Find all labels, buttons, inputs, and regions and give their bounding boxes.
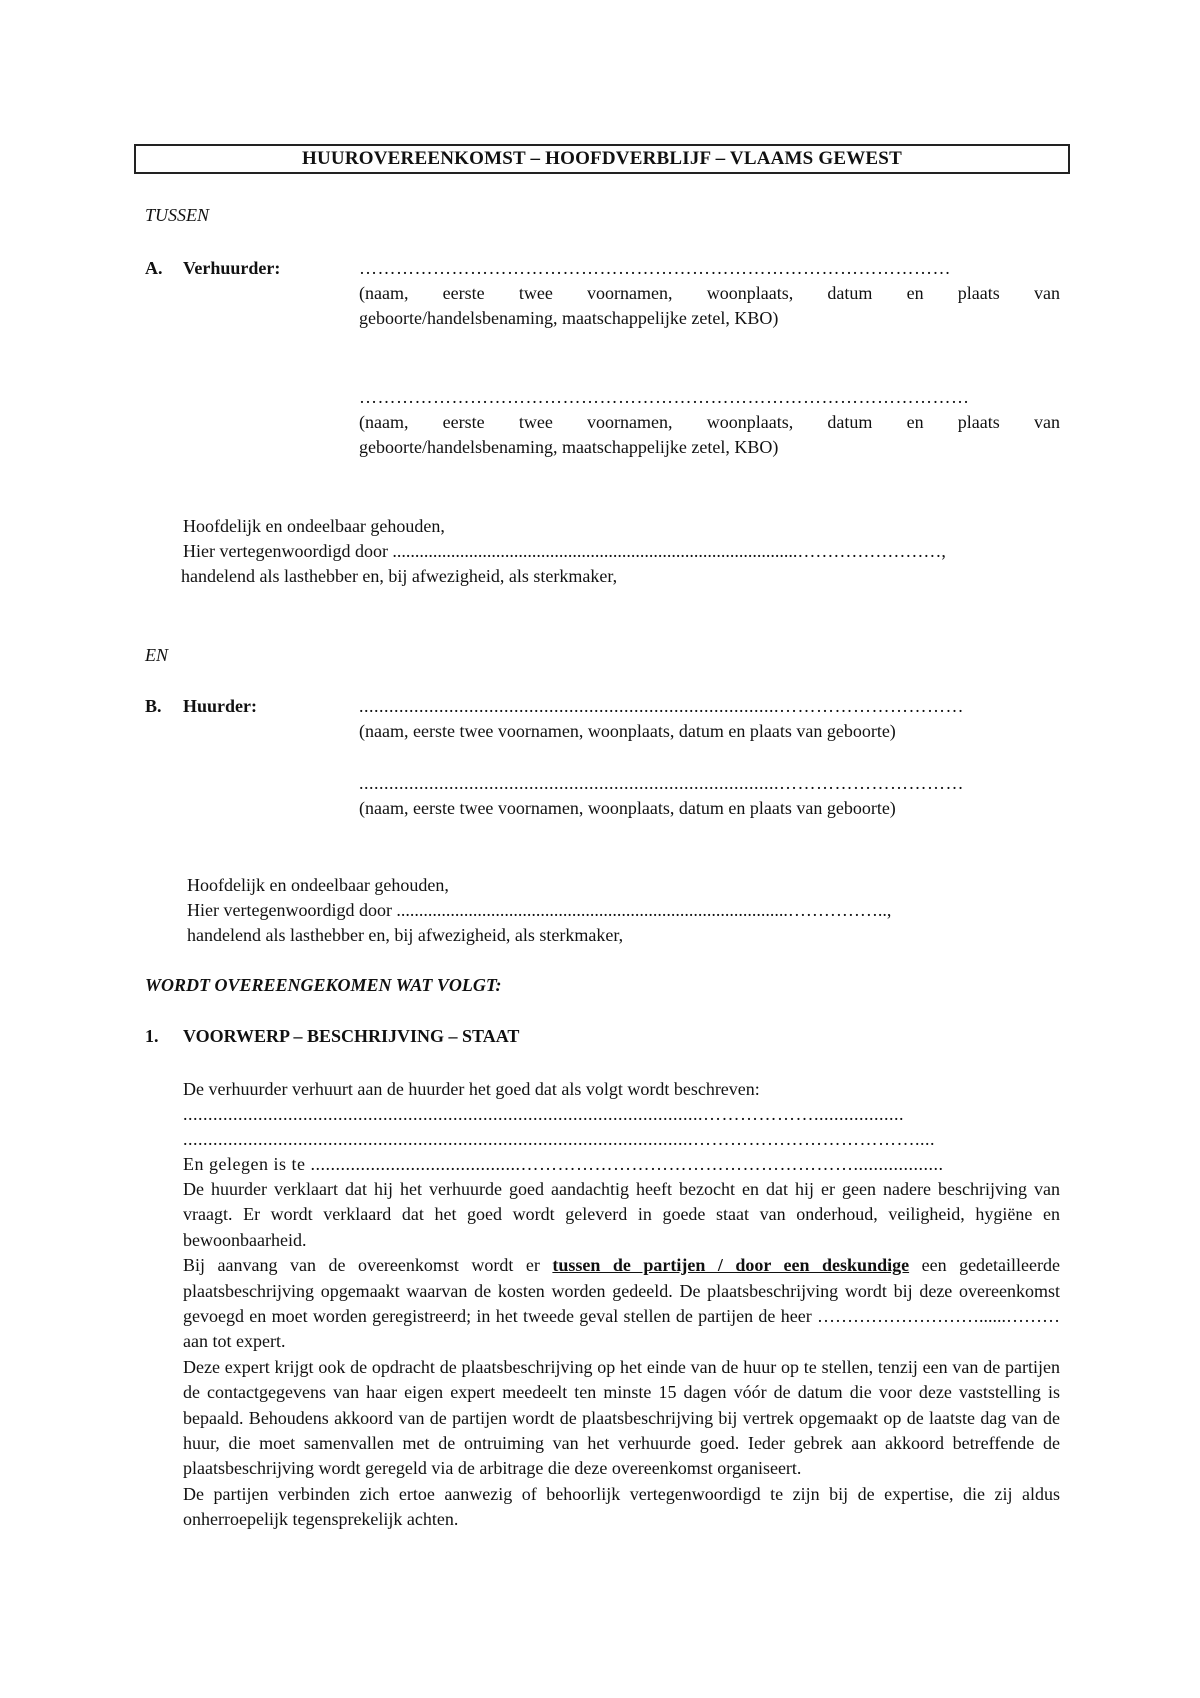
section-1-intro: De verhuurder verhuurt aan de huurder het goed dat als volgt wordt beschreven: <box>183 1079 760 1099</box>
section-1-heading: VOORWERP – BESCHRIJVING – STAAT <box>183 1026 520 1046</box>
agreed-label: WORDT OVEREENGEKOMEN WAT VOLGT: <box>145 975 502 995</box>
landlord-dots-1: …………………………………………………………………………………… <box>359 258 951 278</box>
tenant-dots-2: ....................................................................................………………………… <box>359 773 964 793</box>
section-1-body <box>183 1177 1060 1533</box>
landlord-label: Verhuurder: <box>183 258 281 278</box>
tenant-represented: Hier vertegenwoordigd door .......................................................................................…………….., <box>187 900 892 920</box>
section-1-dots-1: ........................................................................................................……………….................. <box>183 1104 904 1124</box>
document-title: HUUROVEREENKOMST – HOOFDVERBLIJF – VLAAMS GEWEST <box>134 144 1070 174</box>
landlord-desc-1-line-2: geboorte/handelsbenaming, maatschappelijke zetel, KBO) <box>359 308 779 328</box>
tenant-marker: B. <box>145 696 162 716</box>
landlord-represented: Hier vertegenwoordigd door ..........................................................................................……………………, <box>183 541 946 561</box>
section-1-dots-2: ......................................................................................................……………………………….... <box>183 1129 935 1149</box>
between-label: TUSSEN <box>145 205 210 225</box>
landlord-dots-2: ……………………………………………………………………………………… <box>359 387 970 407</box>
landlord-desc-1-line-1: (naam, eerste twee voornamen, woonplaats, datum en plaats van <box>359 283 1060 303</box>
landlord-acting: handelend als lasthebber en, bij afwezigheid, als sterkmaker, <box>181 566 618 586</box>
landlord-desc-2-line-2: geboorte/handelsbenaming, maatschappelijke zetel, KBO) <box>359 437 779 457</box>
section-1-paragraph-3: Deze expert krijgt ook de opdracht de plaatsbeschrijving op het einde van de huur op te stellen, tenzij een van de partijen de contactgegevens van haar eigen expert meedeelt ten minste 15 dagen vóór de datum die voor deze vaststelling is bepaald. Behoudens akkoord van de partijen wordt de plaatsbeschrijving bij vertrek opgemaakt op de laatste dag van de huur, die moet samenvallen met de ontruiming van het verhuurde goed. Ieder gebrek aan akkoord betreffende de plaatsbeschrijving wordt geregeld via de arbitrage die deze overeenkomst organiseert. <box>183 1356 1060 1479</box>
tenant-dots-1: ....................................................................................………………………… <box>359 696 964 716</box>
tenant-desc-2: (naam, eerste twee voornamen, woonplaats, datum en plaats van geboorte) <box>359 798 896 818</box>
section-1-number: 1. <box>145 1026 159 1046</box>
and-label: EN <box>145 645 169 665</box>
landlord-marker: A. <box>145 258 163 278</box>
landlord-desc-2-line-1: (naam, eerste twee voornamen, woonplaats, datum en plaats van <box>359 412 1060 432</box>
tenant-desc-1: (naam, eerste twee voornamen, woonplaats, datum en plaats van geboorte) <box>359 721 896 741</box>
paragraph-2-before: Bij aanvang van de overeenkomst wordt er <box>183 1255 553 1276</box>
section-1-paragraph-2 <box>183 1253 1060 1355</box>
section-1-located: En gelegen is te ..........................................……………………………………………….................. <box>183 1154 944 1174</box>
paragraph-2-after: een gedetailleerde plaatsbeschrijving opgemaakt waarvan de kosten worden gedeeld. De plaatsbeschrijving wordt bij deze overeenkomst gevoegd en moet worden geregistreerd; in het tweede geval stellen de partijen de heer ………………………......……… aan tot expert. <box>183 1255 1060 1352</box>
tenant-label: Huurder: <box>183 696 257 716</box>
section-1-paragraph-1: De huurder verklaart dat hij het verhuurde goed aandachtig heeft bezocht en dat hij er geen nadere beschrijving van vraagt. Er wordt verklaard dat het goed wordt geleverd in goede staat van onderhoud, veiligheid, hygiëne en bewoonbaarheid. <box>183 1179 1060 1250</box>
landlord-jointly: Hoofdelijk en ondeelbaar gehouden, <box>183 516 445 536</box>
paragraph-2-underlined-choice: tussen de partijen / door een deskundige <box>552 1255 910 1276</box>
tenant-acting: handelend als lasthebber en, bij afwezigheid, als sterkmaker, <box>187 925 624 945</box>
section-1-paragraph-4: De partijen verbinden zich ertoe aanwezig of behoorlijk vertegenwoordigd te zijn bij de expertise, die zij aldus onherroepelijk tegensprekelijk achten. <box>183 1483 1060 1530</box>
tenant-jointly: Hoofdelijk en ondeelbaar gehouden, <box>187 875 449 895</box>
